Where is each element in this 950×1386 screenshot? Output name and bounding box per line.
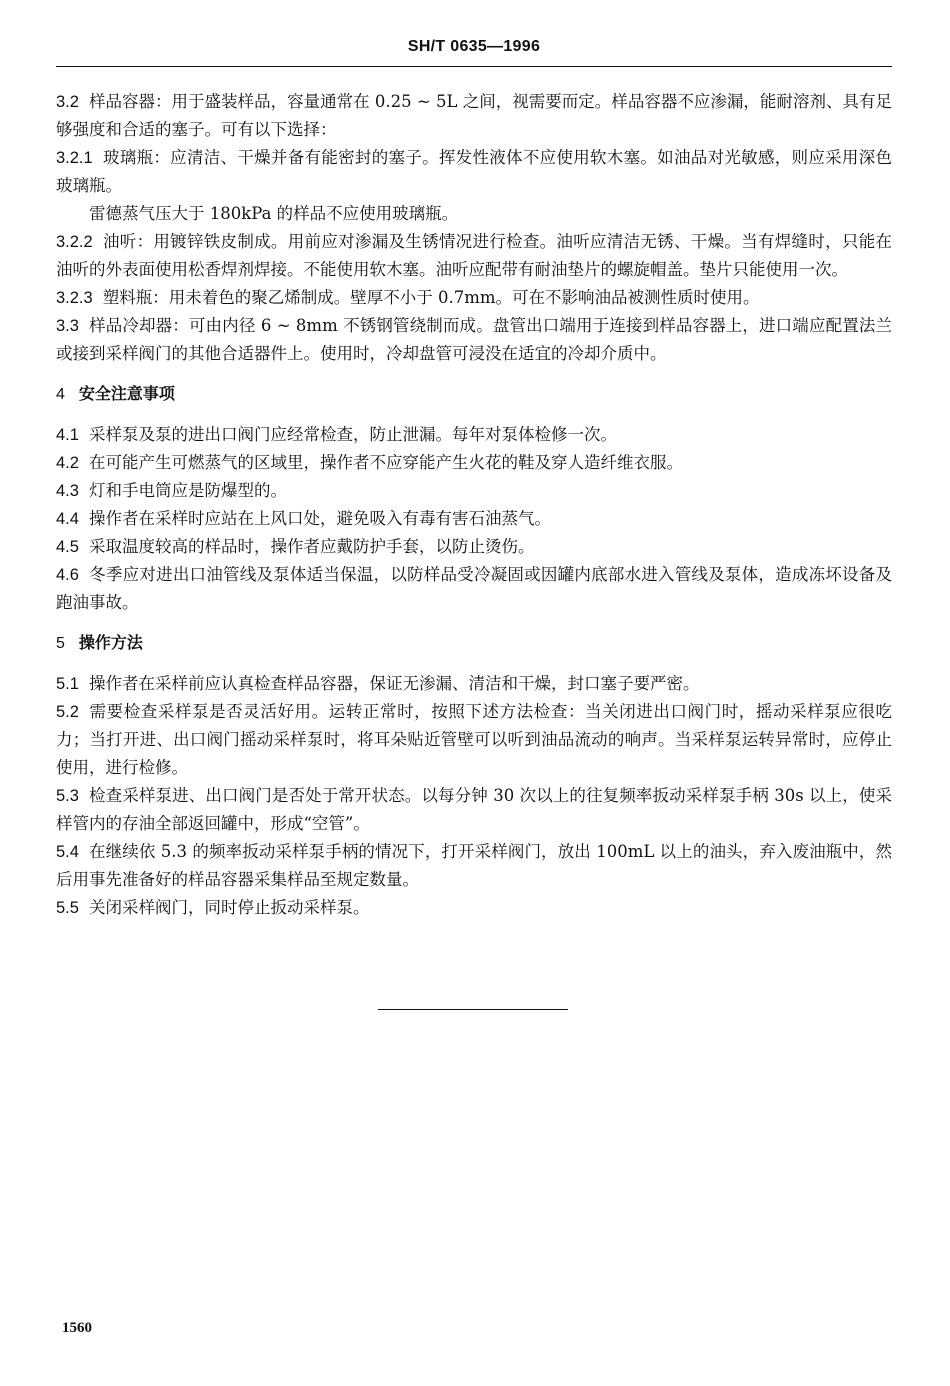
clause-5-1 — [56, 670, 892, 698]
clause-text: 在继续依 5.3 的频率扳动采样泵手柄的情况下，打开采样阀门，放出 100mL 以上的油头，弃入废油瓶中，然后用事先准备好的样品容器采集样品至规定数量。 — [56, 842, 892, 889]
clause-text: 操作者在采样前应认真检查样品容器，保证无渗漏、清洁和干燥，封口塞子要严密。 — [88, 674, 700, 693]
section-number: 4 — [56, 386, 65, 403]
clause-number: 3.2 — [56, 93, 79, 111]
clause-text: 雷德蒸气压大于 180kPa 的样品不应使用玻璃瓶。 — [89, 204, 459, 223]
clause-number: 4.4 — [56, 510, 79, 528]
clause-text: 需要检查采样泵是否灵活好用。运转正常时，按照下述方法检查：当关闭进出口阀门时，摇动采样泵应很吃力；当打开进、出口阀门摇动采样泵时，将耳朵贴近管壁可以听到油品流动的响声。当采样泵运转异常时，应停止使用，进行检修。 — [56, 702, 892, 777]
document-header: SH/T 0635—1996 — [407, 38, 541, 55]
clause-text: 在可能产生可燃蒸气的区域里，操作者不应穿能产生火花的鞋及穿人造纤维衣服。 — [88, 453, 683, 472]
clause-text: 采取温度较高的样品时，操作者应戴防护手套，以防止烫伤。 — [88, 537, 535, 556]
clause-number: 5.2 — [56, 703, 79, 721]
clause-4-6 — [56, 561, 892, 617]
clause-number: 3.2.1 — [56, 149, 93, 167]
page-number: 1560 — [62, 1320, 92, 1336]
clause-4-2 — [56, 449, 892, 477]
section-4-title — [56, 380, 892, 409]
clause-4-1 — [56, 421, 892, 449]
clause-number: 4.5 — [56, 538, 79, 556]
clause-number: 4.3 — [56, 482, 79, 500]
clause-text: 检查采样泵进、出口阀门是否处于常开状态。以每分钟 30 次以上的往复频率扳动采样泵手柄 30s 以上，使采样管内的存油全部返回罐中，形成“空管”。 — [56, 786, 892, 833]
clause-5-5 — [56, 894, 892, 922]
clause-3-2-2 — [56, 228, 892, 284]
clause-3-2-1 — [56, 144, 892, 200]
clause-4-5 — [56, 533, 892, 561]
section-number: 5 — [56, 635, 65, 652]
clause-5-2 — [56, 698, 892, 782]
clause-text: 操作者在采样时应站在上风口处，避免吸入有毒有害石油蒸气。 — [88, 509, 551, 528]
clause-3-2-3 — [56, 284, 892, 312]
clause-text: 样品冷却器：可由内径 6 ~ 8mm 不锈钢管绕制而成。盘管出口端用于连接到样品容器上，进口端应配置法兰或接到采样阀门的其他合适器件上。使用时，冷却盘管可浸没在适宜的冷却介质中。 — [56, 316, 892, 363]
clause-text: 冬季应对进出口油管线及泵体适当保温，以防样品受冷凝固或因罐内底部水进入管线及泵体，造成冻坏设备及跑油事故。 — [56, 565, 892, 612]
clause-text: 灯和手电筒应是防爆型的。 — [88, 481, 287, 500]
clause-number: 3.3 — [56, 317, 79, 335]
clause-number: 5.1 — [56, 675, 79, 693]
clause-text: 样品容器：用于盛装样品，容量通常在 0.25 ~ 5L 之间，视需要而定。样品容器不应渗漏，能耐溶剂、具有足够强度和合适的塞子。可有以下选择： — [56, 92, 892, 139]
clause-5-3 — [56, 782, 892, 838]
clause-text: 关闭采样阀门，同时停止扳动采样泵。 — [88, 898, 370, 917]
clause-number: 5.5 — [56, 899, 79, 917]
clause-text: 塑料瓶：用未着色的聚乙烯制成。壁厚不小于 0.7mm。可在不影响油品被测性质时使用。 — [102, 288, 760, 307]
clause-3-3 — [56, 312, 892, 368]
clause-number: 4.6 — [56, 566, 79, 584]
end-of-standard-rule — [378, 1009, 568, 1010]
clause-3-2-1-note — [56, 200, 892, 228]
section-heading: 操作方法 — [78, 633, 143, 652]
clause-4-3 — [56, 477, 892, 505]
clause-3-2 — [56, 88, 892, 144]
section-5-title — [56, 629, 892, 658]
clause-number: 4.2 — [56, 454, 79, 472]
clause-text: 采样泵及泵的进出口阀门应经常检查，防止泄漏。每年对泵体检修一次。 — [88, 425, 617, 444]
document-body — [56, 88, 892, 922]
clause-number: 5.4 — [56, 843, 79, 861]
clause-text: 油听：用镀锌铁皮制成。用前应对渗漏及生锈情况进行检查。油听应清洁无锈、干燥。当有焊缝时，只能在油听的外表面使用松香焊剂焊接。不能使用软木塞。油听应配带有耐油垫片的螺旋帽盖。垫片只能使用一次。 — [56, 232, 892, 279]
section-heading: 安全注意事项 — [78, 384, 175, 403]
clause-5-4 — [56, 838, 892, 894]
clause-number: 4.1 — [56, 426, 79, 444]
clause-4-4 — [56, 505, 892, 533]
clause-number: 3.2.2 — [56, 233, 93, 251]
header-rule — [56, 66, 892, 67]
clause-text: 玻璃瓶：应清洁、干燥并备有能密封的塞子。挥发性液体不应使用软木塞。如油品对光敏感，则应采用深色玻璃瓶。 — [56, 148, 892, 195]
clause-number: 3.2.3 — [56, 289, 93, 307]
clause-number: 5.3 — [56, 787, 79, 805]
